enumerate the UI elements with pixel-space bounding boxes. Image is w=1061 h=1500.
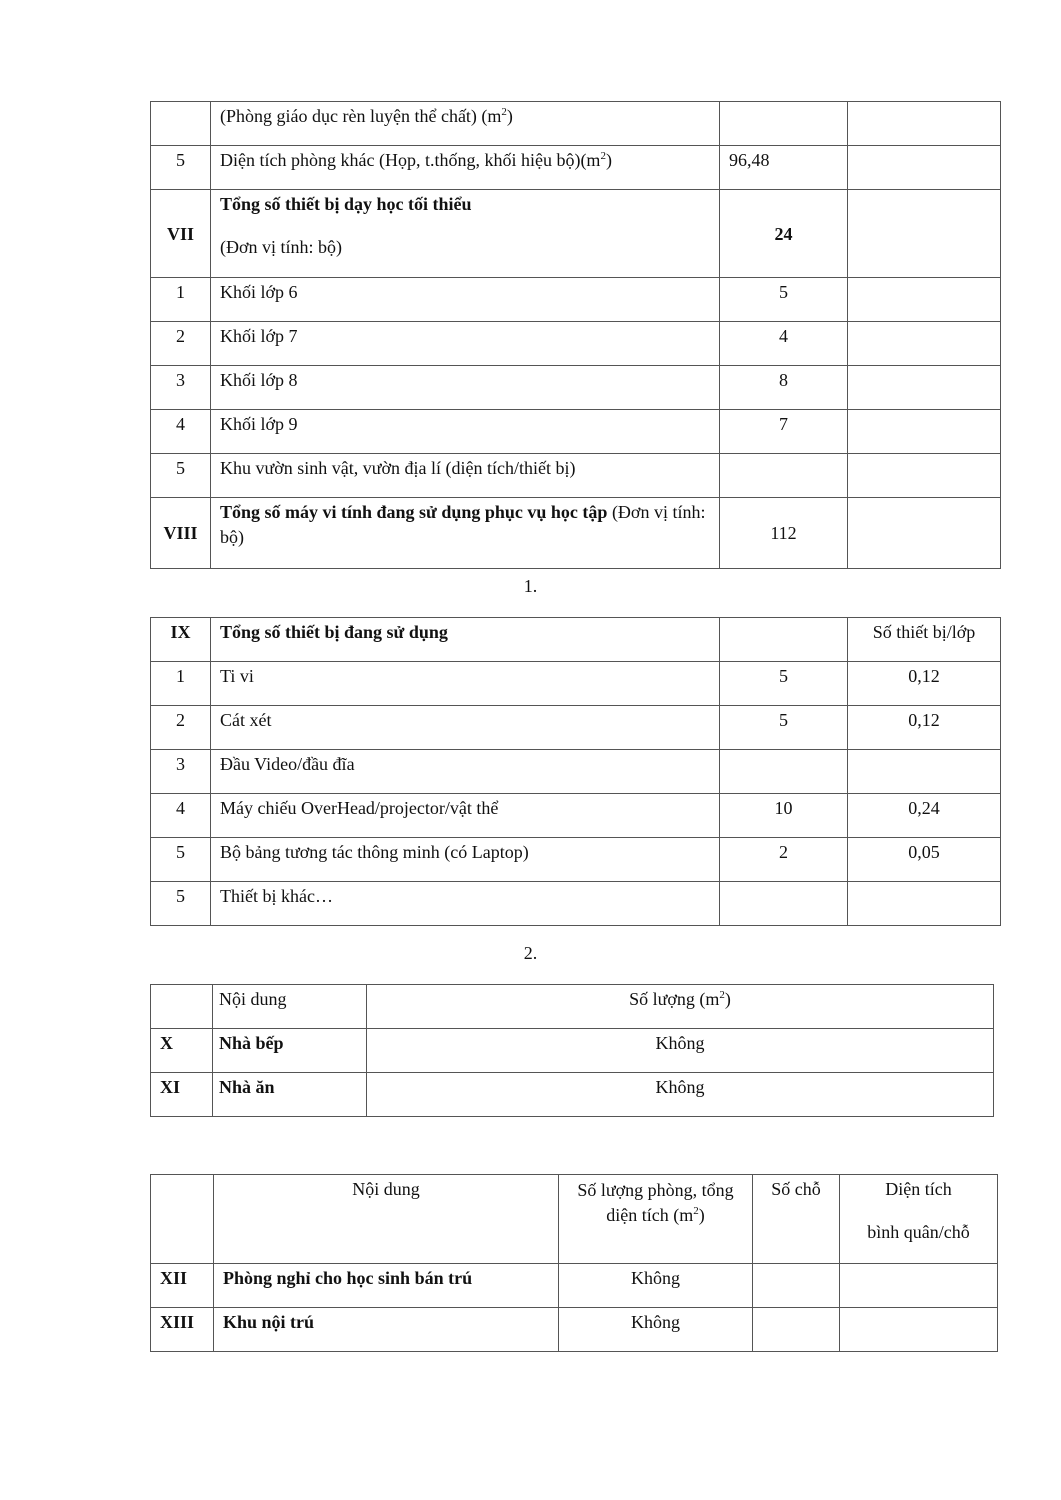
row-seats xyxy=(753,1308,840,1352)
row-content: Khối lớp 7 xyxy=(211,322,720,366)
row-area xyxy=(840,1264,998,1308)
row-value: 5 xyxy=(720,706,848,750)
row-content: Nhà bếp xyxy=(213,1029,367,1073)
header-quantity: Số lượng $(m^2)$ xyxy=(367,985,994,1029)
row-quantity: Không xyxy=(367,1029,994,1073)
header-number xyxy=(151,985,213,1029)
row-rooms: Không xyxy=(559,1264,753,1308)
section-value: 24 xyxy=(720,190,848,278)
row-extra xyxy=(848,278,1001,322)
row-value: 5 xyxy=(720,278,848,322)
header-rooms: Số lượng phòng, tổng diện tích $(m^2)$ xyxy=(559,1175,753,1264)
row-extra xyxy=(848,454,1001,498)
table-row xyxy=(151,706,1001,750)
table-row xyxy=(151,1264,998,1308)
row-number: XIII xyxy=(151,1308,214,1352)
row-value xyxy=(720,454,848,498)
row-number: 5 xyxy=(151,146,211,190)
row-value: 5 xyxy=(720,662,848,706)
table-row xyxy=(151,750,1001,794)
row-content: Đầu Video/đầu đĩa xyxy=(211,750,720,794)
row-number: 5 xyxy=(151,838,211,882)
section-title: Tổng số máy vi tính đang sử dụng phục vụ học tập xyxy=(220,502,608,522)
row-content: Diện tích phòng khác (Họp, t.thống, khối hiệu $bộ)(m^2)$ xyxy=(211,146,720,190)
row-number xyxy=(151,102,211,146)
table-header-row xyxy=(151,618,1001,662)
section-content xyxy=(211,498,720,569)
row-content: Khu nội trú xyxy=(214,1308,559,1352)
row-per-class xyxy=(848,750,1001,794)
header-per-class: Số thiết bị/lớp xyxy=(848,618,1001,662)
row-per-class: 0,05 xyxy=(848,838,1001,882)
row-number: 4 xyxy=(151,794,211,838)
table-row xyxy=(151,1029,994,1073)
row-content: Khối lớp 9 xyxy=(211,410,720,454)
header-content: Nội dung xyxy=(213,985,367,1029)
equipment-table xyxy=(150,617,1001,926)
row-number: 2 xyxy=(151,706,211,750)
section-title: Tổng số thiết bị dạy học tối thiểu xyxy=(220,194,472,214)
row-content: Khối lớp 8 xyxy=(211,366,720,410)
row-content: Ti vi xyxy=(211,662,720,706)
section-number: VII xyxy=(151,190,211,278)
kitchen-table xyxy=(150,984,994,1117)
header-title: Tổng số thiết bị đang sử dụng xyxy=(211,618,720,662)
row-number: 5 xyxy=(151,454,211,498)
section-value: 112 xyxy=(720,498,848,569)
row-content: Bộ bảng tương tác thông minh (có Laptop) xyxy=(211,838,720,882)
row-value: 8 xyxy=(720,366,848,410)
row-per-class xyxy=(848,882,1001,926)
row-content: Khu vườn sinh vật, vườn địa lí (diện tích/thiết bị) xyxy=(211,454,720,498)
row-per-class: 0,12 xyxy=(848,706,1001,750)
caption: 1. xyxy=(523,576,538,596)
header-number: IX xyxy=(151,618,211,662)
table-row xyxy=(151,662,1001,706)
row-value: 7 xyxy=(720,410,848,454)
facilities-table xyxy=(150,101,1001,569)
section-number: VIII xyxy=(151,498,211,569)
row-number: X xyxy=(151,1029,213,1073)
table-header-row xyxy=(151,1175,998,1264)
header-seats: Số chỗ xyxy=(753,1175,840,1264)
row-value: 96,48 xyxy=(720,146,848,190)
row-content: Máy chiếu OverHead/projector/vật thể xyxy=(211,794,720,838)
section-extra xyxy=(848,498,1001,569)
row-number: 3 xyxy=(151,750,211,794)
section-unit: (Đơn vị tính: bộ) xyxy=(220,502,706,547)
row-per-class: 0,24 xyxy=(848,794,1001,838)
row-content: Cát xét xyxy=(211,706,720,750)
section-unit: (Đơn vị tính: bộ) xyxy=(220,237,343,257)
row-value xyxy=(720,102,848,146)
row-content: Khối lớp 6 xyxy=(211,278,720,322)
row-per-class: 0,12 xyxy=(848,662,1001,706)
row-extra xyxy=(848,322,1001,366)
row-number: XII xyxy=(151,1264,214,1308)
section-content xyxy=(211,190,720,278)
row-number: XI xyxy=(151,1073,213,1117)
table-row xyxy=(151,454,1001,498)
row-value: 10 xyxy=(720,794,848,838)
section-row-viii xyxy=(151,498,1001,569)
row-content: (Phòng giáo dục rèn luyện thể chất) $(m^2)$ xyxy=(211,102,720,146)
row-extra xyxy=(848,366,1001,410)
table-row xyxy=(151,1308,998,1352)
row-number: 2 xyxy=(151,322,211,366)
section-row-vii xyxy=(151,190,1001,278)
row-extra xyxy=(848,102,1001,146)
row-content: Thiết bị khác… xyxy=(211,882,720,926)
table-row xyxy=(151,146,1001,190)
table-row xyxy=(151,1073,994,1117)
row-value: 2 xyxy=(720,838,848,882)
table-header-row xyxy=(151,985,994,1029)
row-content: Phòng nghỉ cho học sinh bán trú xyxy=(214,1264,559,1308)
table-row xyxy=(151,410,1001,454)
table-row xyxy=(151,102,1001,146)
row-number: 3 xyxy=(151,366,211,410)
row-extra xyxy=(848,146,1001,190)
header-value xyxy=(720,618,848,662)
row-number: 1 xyxy=(151,662,211,706)
row-seats xyxy=(753,1264,840,1308)
table-row xyxy=(151,366,1001,410)
table-row xyxy=(151,322,1001,366)
header-area: Diện tích bình quân/chỗ xyxy=(840,1175,998,1264)
header-content: Nội dung xyxy=(214,1175,559,1264)
row-value xyxy=(720,750,848,794)
row-quantity: Không xyxy=(367,1073,994,1117)
row-number: 4 xyxy=(151,410,211,454)
row-number: 5 xyxy=(151,882,211,926)
row-value xyxy=(720,882,848,926)
table-row xyxy=(151,838,1001,882)
row-content: Nhà ăn xyxy=(213,1073,367,1117)
row-value: 4 xyxy=(720,322,848,366)
table-row xyxy=(151,794,1001,838)
table-row xyxy=(151,882,1001,926)
row-area xyxy=(840,1308,998,1352)
row-extra xyxy=(848,410,1001,454)
section-extra xyxy=(848,190,1001,278)
row-rooms: Không xyxy=(559,1308,753,1352)
row-number: 1 xyxy=(151,278,211,322)
boarding-table xyxy=(150,1174,998,1352)
table-row xyxy=(151,278,1001,322)
caption: 2. xyxy=(523,943,538,963)
header-number xyxy=(151,1175,214,1264)
